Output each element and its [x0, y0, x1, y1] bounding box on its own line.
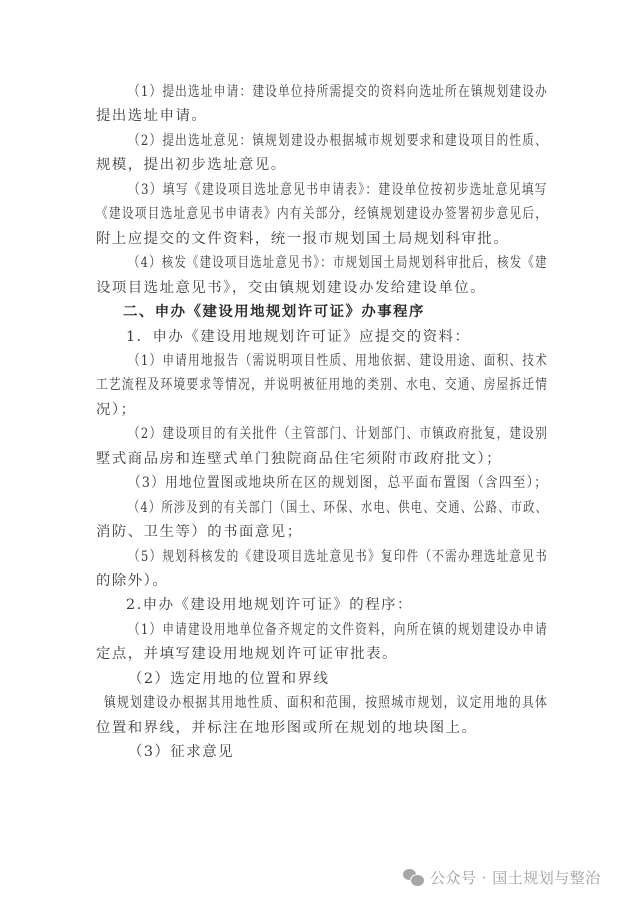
text-line: （1）申请建设用地单位备齐规定的文件资料，向所在镇的规划建设办申请	[128, 621, 549, 638]
text-line: 设项目选址意见书》，交由镇规划建设办发给建设单位。	[96, 279, 487, 296]
text-line: （4）核发《建设项目选址意见书》：市规划国土局规划科审批后，核发《建	[128, 255, 548, 272]
text-line: （5）规划科核发的《建设项目选址意见书》复印件（不需办理选址意见书	[128, 548, 549, 565]
text-line: （3）征求意见	[128, 744, 234, 761]
text-line: （3）填写《建设项目选址意见书申请表》：建设单位按初步选址意见填写	[128, 181, 548, 198]
text-line: （1）申请用地报告（需说明项目性质、用地依据、建设用途、面积、技术	[128, 352, 549, 369]
text-line: （3）用地位置图或地块所在区的规划图，总平面布置图（含四至）；	[128, 475, 549, 492]
text-line: （1）提出选址申请：建设单位持所需提交的资料向选址所在镇规划建设办	[128, 84, 549, 100]
text-line: 《建设项目选址意见书申请表》内有关部分，经镇规划建设办签署初步意见后，	[96, 206, 549, 223]
watermark	[403, 866, 601, 888]
text-line: 的除外）。	[96, 573, 169, 589]
text-line: 提出选址申请。	[96, 108, 208, 125]
text-line: （2）提出选址意见：镇规划建设办根据城市规划要求和建设项目的性质、	[128, 132, 549, 149]
text-line: （2）建设项目的有关批件（主管部门、计划部门、市镇政府批复，建设别	[128, 426, 549, 443]
section-heading: 二、申办《建设用地规划许可证》办事程序	[123, 303, 425, 321]
text-line: 位置和界线，并标注在地形图或所在规划的地块图上。	[96, 719, 478, 736]
text-line: 2.申办《建设用地规划许可证》的程序：	[126, 597, 413, 614]
text-line: 消防、卫生等）的书面意见；	[96, 524, 303, 541]
text-line: 1．申办《建设用地规划许可证》应提交的资料：	[126, 328, 471, 345]
text-line: 定点，并填写建设用地规划许可证审批表。	[96, 646, 398, 663]
text-line: 工艺流程及环境要求等情况，并说明被征用地的类别、水电、交通、房屋拆迁情	[96, 377, 549, 394]
text-line: 镇规划建设办根据其用地性质、面积和范围，按照城市规划，议定用地的具体	[104, 695, 549, 712]
text-line: 况）；	[96, 401, 137, 418]
watermark-text: 公众号 · 国土规划与整治	[430, 868, 601, 887]
text-line: 墅式商品房和连壁式单门独院商品住宅须附市政府批文）；	[96, 450, 502, 467]
text-line: （2）选定用地的位置和界线	[128, 670, 330, 687]
text-line: 附上应提交的文件资料，统一报市规划国土局规划科审批。	[96, 230, 510, 247]
wechat-icon	[403, 868, 425, 886]
text-line: （4）所涉及到的有关部门（国土、环保、水电、供电、交通、公路、市政、	[128, 499, 549, 516]
text-line: 规模，提出初步选址意见。	[96, 157, 287, 174]
